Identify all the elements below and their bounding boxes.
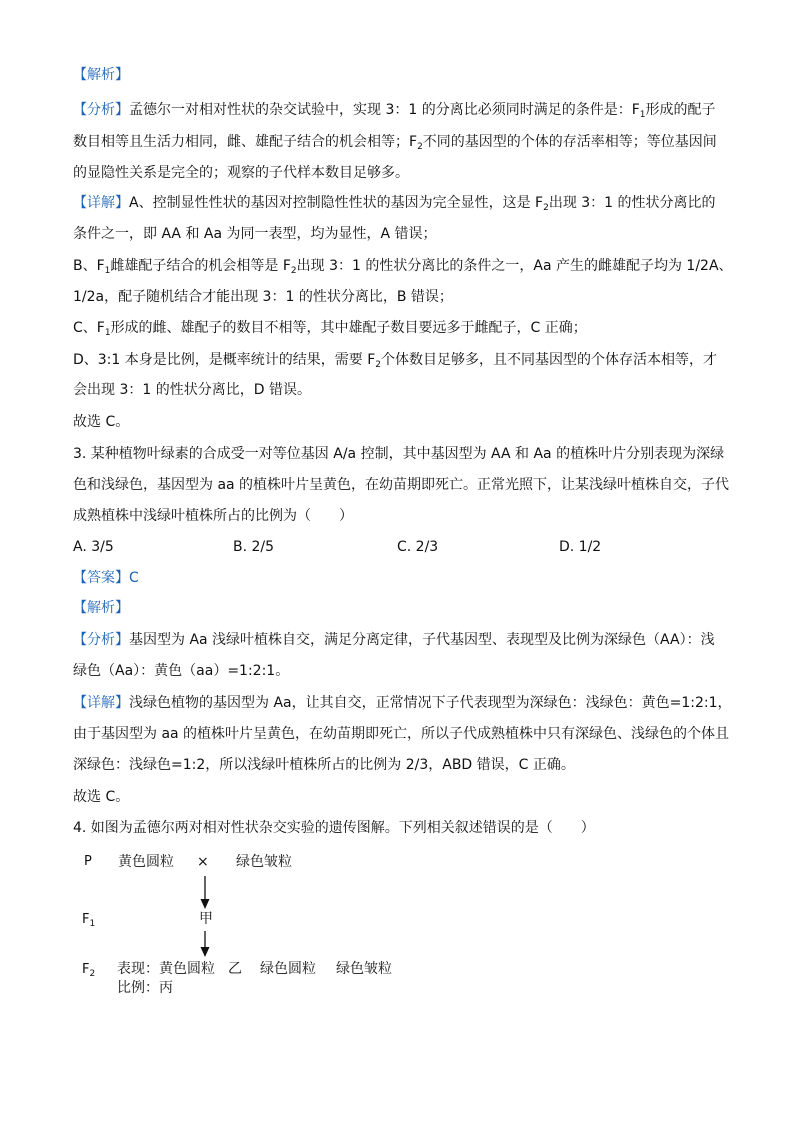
q2-conclusion: 故选 C。	[73, 414, 130, 430]
q2-xiangjie-line-4: 1/2a，配子随机结合才能出现 3：1 的性状分离比，B 错误；	[73, 289, 453, 305]
p-generation-label: P	[84, 854, 92, 869]
f2-ratio-label: 比例：丙	[117, 980, 173, 996]
q3-xiangjie-tag: 【详解】	[73, 695, 129, 711]
text: F	[82, 962, 90, 977]
answer-text: 【答案】C	[73, 570, 139, 586]
text: 浅绿色植物的基因型为 Aa，让其自交，正常情况下子代表现型为深绿色：浅绿色：黄色=1:2:1，	[129, 695, 732, 711]
subscript: 2	[417, 142, 423, 152]
text: C、F	[73, 320, 105, 336]
subscript: 2	[290, 266, 297, 276]
subscript: 1	[104, 328, 111, 338]
parent-green-wrinkled: 绿色皱粒	[236, 854, 292, 870]
q3-stem-line-1: 3. 某种植物叶绿素的合成受一对等位基因 A/a 控制，其中基因型为 AA 和 Aa 的植株叶片分别表现为深绿	[73, 446, 725, 462]
q3-xiangjie-line-2: 由于基因型为 aa 的植株叶片呈黄色，在幼苗期即死亡，所以子代成熟植株中只有深绿色、浅绿色的个体且	[73, 726, 730, 742]
arrow-f1-to-f2	[201, 931, 210, 957]
arrow-p-to-f1	[201, 876, 210, 909]
q2-jiexi-heading: 【解析】	[73, 67, 129, 83]
text: 孟德尔一对相对性状的杂交试验中，实现 3：1 的分离比必须同时满足的条件是：F	[129, 102, 640, 118]
f2-phenotype-yi: 乙	[228, 961, 242, 977]
cross-symbol: ×	[197, 854, 209, 870]
text: 出现 3：1 的性状分离比的	[548, 195, 716, 211]
text: B、F	[73, 258, 105, 274]
q2-xiangjie-line-2: 条件之一，即 AA 和 Aa 为同一表型，均为显性，A 错误；	[73, 226, 437, 242]
subscript: 2	[89, 969, 96, 979]
subscript: 1	[639, 110, 646, 120]
q3-fenxi-line-2: 绿色（Aa）：黄色（aa）=1:2:1。	[73, 663, 290, 679]
q2-fenxi-line-3: 的显隐性关系是完全的；观察的子代样本数目足够多。	[73, 165, 409, 181]
f2-phenotype-green-round: 绿色圆粒	[260, 961, 316, 977]
q3-stem-line-2: 色和浅绿色，基因型为 aa 的植株叶片呈黄色，在幼苗期即死亡。正常光照下，让某浅绿叶植株自交，子代	[73, 477, 730, 493]
q4-stem: 4. 如图为孟德尔两对相对性状杂交实验的遗传图解。下列相关叙述错误的是（ ）	[73, 820, 595, 836]
q3-xiangjie-line-3: 深绿色：浅绿色=1:2，所以浅绿叶植株所占的比例为 2/3，ABD 错误，C 正确。	[73, 757, 575, 773]
text: 不同的基因型的个体的存活率相等；等位基因间	[422, 134, 717, 150]
text: 出现 3：1 的性状分离比的条件之一，Aa 产生的雌雄配子均为 1/2A、	[296, 258, 733, 274]
subscript: 2	[543, 203, 549, 213]
text: 形成的配子	[645, 102, 716, 118]
q3-conclusion: 故选 C。	[73, 789, 130, 805]
text: 形成的雌、雄配子的数目不相等，其中雄配子数目要远多于雌配子，C 正确；	[110, 320, 587, 336]
subscript: 1	[89, 919, 96, 929]
f2-phenotype-label: 表现：黄色圆粒	[117, 961, 215, 977]
text: 数目相等且生活力相同，雌、雄配子结合的机会相等；F	[73, 134, 418, 150]
q2-xiangjie-tag: 【详解】	[73, 195, 129, 211]
q2-fenxi-tag: 【分析】	[73, 102, 129, 118]
text: 个体数目足够多，且不同基因型的个体存活本相等，才	[381, 352, 717, 368]
text: 基因型为 Aa 浅绿叶植株自交，满足分离定律，子代基因型、表现型及比例为深绿色（AA）：浅	[129, 632, 715, 648]
q3-option-b: B. 2/5	[233, 539, 275, 555]
text: A、控制显性性状的基因对控制隐性性状的基因为完全显性，这是 F	[129, 195, 544, 211]
q3-option-a: A. 3/5	[73, 539, 114, 555]
q3-option-d: D. 1/2	[559, 539, 602, 555]
parent-yellow-round: 黄色圆粒	[118, 854, 174, 870]
q3-option-c: C. 2/3	[397, 539, 439, 555]
q3-stem-line-3: 成熟植株中浅绿叶植株所占的比例为（ ）	[73, 508, 353, 524]
f1-offspring-jia: 甲	[199, 911, 213, 927]
q2-xiangjie-line-7: 会出现 3：1 的性状分离比，D 错误。	[73, 382, 311, 398]
q3-jiexi-heading: 【解析】	[73, 600, 129, 616]
text: D、3:1 本身是比例，是概率统计的结果，需要 F	[73, 352, 376, 368]
text: 雌雄配子结合的机会相等是 F	[110, 258, 291, 274]
q3-fenxi-tag: 【分析】	[73, 632, 129, 648]
f2-phenotype-green-wrinkled: 绿色皱粒	[336, 961, 392, 977]
text: F	[82, 912, 90, 927]
subscript: 1	[104, 266, 111, 276]
subscript: 2	[375, 360, 381, 370]
